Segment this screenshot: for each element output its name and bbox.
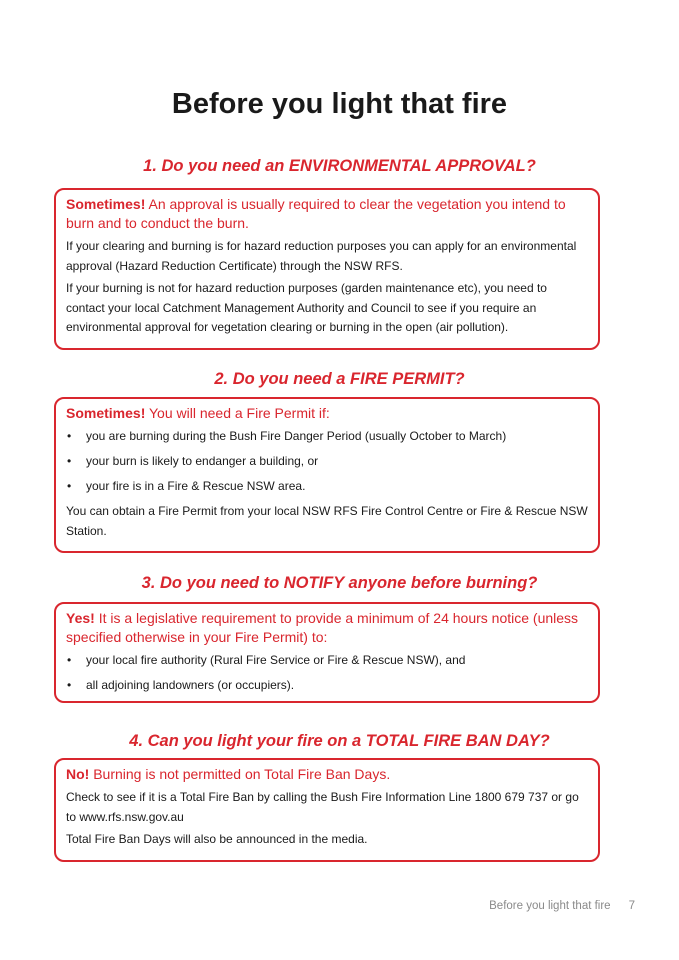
list-item-text: your local fire authority (Rural Fire Service or Fire & Rescue NSW), and: [86, 653, 466, 667]
lead-text: Burning is not permitted on Total Fire Ban Days.: [89, 766, 391, 782]
lead-text: It is a legislative requirement to provide a minimum of 24 hours notice (unless specified otherwise in your Fire Permit) to:: [66, 610, 579, 645]
bullet-icon: •: [67, 479, 72, 493]
list-item: [66, 676, 588, 694]
paragraph: Check to see if it is a Total Fire Ban by calling the Bush Fire Information Line 1800 679 737 or go to www.rfs.nsw.gov.au: [66, 790, 579, 824]
section-lead: [66, 609, 588, 647]
bullet-list: [66, 651, 588, 694]
bullet-icon: •: [67, 678, 72, 692]
lead-strong: Yes!: [66, 610, 95, 626]
section-heading-total-fire-ban: 4. Can you light your fire on a TOTAL FIRE BAN DAY?: [129, 732, 550, 750]
list-item: [66, 651, 588, 669]
lead-strong: No!: [66, 766, 90, 782]
section-box-environmental-approval: [54, 188, 600, 350]
paragraph: If your clearing and burning is for hazard reduction purposes you can apply for an environmental approval (Hazard Reduction Certificate) through the NSW RFS.: [66, 239, 577, 273]
paragraph: If your burning is not for hazard reduction purposes (garden maintenance etc), you need to contact your local Catchment Management Authority and Council to see if you require an environmental approval for vegetation clearing or burning in the open (air pollution).: [66, 281, 547, 334]
list-item-text: all adjoining landowners (or occupiers).: [86, 678, 295, 692]
bullet-icon: •: [67, 454, 72, 468]
section-heading-notify: 3. Do you need to NOTIFY anyone before burning?: [141, 574, 538, 592]
page-title: Before you light that fire: [171, 88, 508, 120]
paragraph: Total Fire Ban Days will also be announced in the media.: [66, 832, 368, 846]
section-heading-fire-permit: 2. Do you need a FIRE PERMIT?: [214, 370, 465, 388]
list-item: [66, 452, 588, 470]
bullet-list: [66, 427, 588, 495]
paragraph: You can obtain a Fire Permit from your local NSW RFS Fire Control Centre or Fire & Rescue NSW Station.: [66, 504, 588, 538]
section-lead: [66, 195, 588, 233]
section-lead: [66, 765, 588, 784]
lead-text: An approval is usually required to clear the vegetation you intend to burn and to conduct the burn.: [66, 196, 566, 231]
section-box-notify: [54, 602, 600, 703]
footer-title: Before you light that fire: [489, 900, 611, 912]
list-item-text: you are burning during the Bush Fire Danger Period (usually October to March): [86, 429, 507, 443]
page-footer: [489, 900, 635, 912]
list-item-text: your fire is in a Fire & Rescue NSW area.: [86, 479, 306, 493]
list-item-text: your burn is likely to endanger a building, or: [86, 454, 319, 468]
bullet-icon: •: [67, 429, 72, 443]
section-lead: [66, 404, 588, 423]
section-heading-environmental-approval: 1. Do you need an ENVIRONMENTAL APPROVAL?: [143, 157, 536, 175]
section-box-fire-permit: [54, 397, 600, 553]
lead-strong: Sometimes!: [66, 405, 146, 421]
bullet-icon: •: [67, 653, 72, 667]
section-box-total-fire-ban: [54, 758, 600, 862]
list-item: [66, 477, 588, 495]
list-item: [66, 427, 588, 445]
page-number: 7: [628, 900, 635, 912]
lead-text: You will need a Fire Permit if:: [145, 405, 330, 421]
lead-strong: Sometimes!: [66, 196, 146, 212]
